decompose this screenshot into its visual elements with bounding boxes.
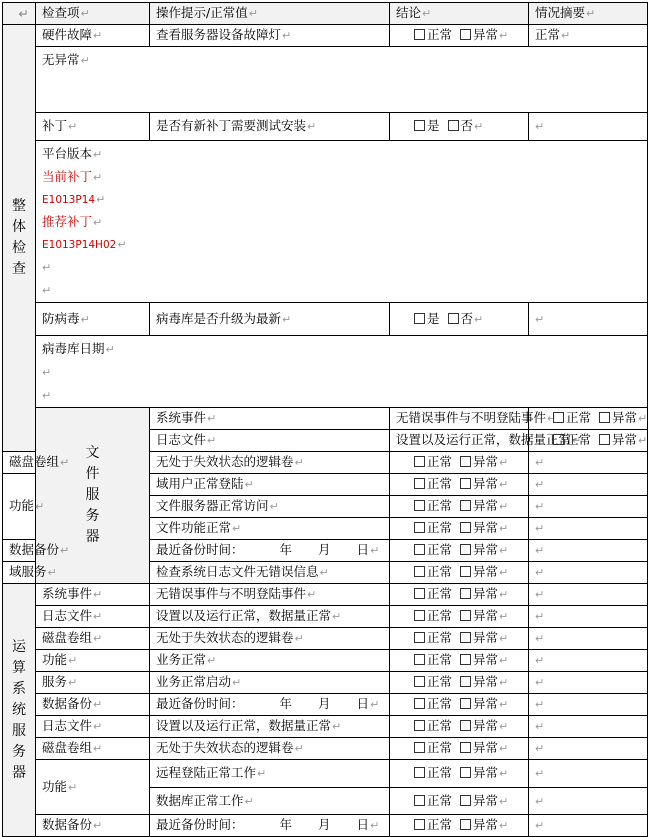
hint-cell: 设置以及运行正常，数据量正常 ↵ — [150, 606, 390, 628]
checkbox-abnormal[interactable] — [599, 434, 610, 445]
item-cell: 域服务 ↵ — [3, 562, 36, 584]
col-conclusion: 结论 ↵ — [390, 3, 529, 25]
checkbox-normal[interactable] — [414, 632, 425, 643]
table-row — [3, 694, 648, 716]
summary-cell[interactable] — [529, 518, 648, 540]
table-row — [3, 606, 648, 628]
conclusion-cell: 正常 异常 ↵ — [390, 584, 529, 606]
checkbox-normal[interactable] — [553, 434, 564, 445]
note-row — [3, 336, 648, 408]
hint-cell: 域用户正常登陆 ↵ — [150, 474, 390, 496]
patch-note-cell[interactable] — [36, 141, 648, 303]
item-cell: 磁盘卷组 ↵ — [36, 738, 150, 760]
item-cell: 磁盘卷组 ↵ — [36, 628, 150, 650]
checkbox-abnormal[interactable] — [460, 742, 471, 753]
backup-time-cell[interactable]: 最近备份时间： 年 月 日 ↵ — [150, 540, 390, 562]
summary-cell[interactable] — [529, 628, 648, 650]
checkbox-normal[interactable] — [414, 522, 425, 533]
hint-cell: 远程登陆正常工作 ↵ — [150, 760, 390, 788]
table-row — [3, 672, 648, 694]
checkbox-abnormal[interactable] — [460, 720, 471, 731]
item-cell: 防病毒 ↵ — [36, 303, 150, 336]
checkbox-abnormal[interactable] — [460, 795, 471, 806]
checkbox-abnormal[interactable] — [460, 632, 471, 643]
checkbox-normal[interactable] — [414, 456, 425, 467]
checkbox-normal[interactable] — [553, 412, 564, 423]
checkbox-abnormal[interactable] — [460, 522, 471, 533]
hint-cell: 文件服务器正常访问 ↵ — [150, 496, 390, 518]
item-cell: 功能 ↵ — [36, 760, 150, 815]
table-row — [3, 113, 648, 141]
item-cell: 硬件故障 ↵ — [36, 25, 150, 47]
checkbox-normal[interactable] — [414, 566, 425, 577]
hint-cell: 文件功能正常 ↵ — [150, 518, 390, 540]
conclusion-cell: 正常 异常 ↵ — [390, 650, 529, 672]
hint-cell: 数据库正常工作 ↵ — [150, 788, 390, 815]
current-patch-label: 当前补丁 ↵ — [42, 166, 647, 189]
note-cell[interactable]: 无异常 ↵ — [36, 47, 648, 113]
checkbox-abnormal[interactable] — [460, 456, 471, 467]
checkbox-abnormal[interactable] — [460, 566, 471, 577]
conclusion-cell: 正常 异常 ↵ — [390, 738, 529, 760]
conclusion-cell: 正常 异常 ↵ — [390, 474, 529, 496]
checkbox-abnormal[interactable] — [460, 478, 471, 489]
conclusion-cell: 正常 异常 ↵ — [529, 408, 648, 430]
item-cell: 日志文件 ↵ — [150, 430, 390, 452]
conclusion-cell: 正常 异常 ↵ — [390, 540, 529, 562]
checkbox-no[interactable] — [448, 313, 459, 324]
section-label-file-server: 文件服务器 — [36, 408, 150, 584]
summary-cell[interactable]: 正常 ↵ — [529, 25, 648, 47]
conclusion-cell: 正常 异常 ↵ — [390, 788, 529, 815]
summary-cell[interactable] — [529, 716, 648, 738]
item-cell: 数据备份 ↵ — [36, 694, 150, 716]
checkbox-yes[interactable] — [414, 120, 425, 131]
item-cell: 磁盘卷组 ↵ — [3, 452, 36, 474]
checkbox-yes[interactable] — [414, 313, 425, 324]
item-cell: 日志文件 ↵ — [36, 606, 150, 628]
conclusion-cell: 正常 异常 ↵ — [390, 562, 529, 584]
checkbox-abnormal[interactable] — [460, 698, 471, 709]
hint-cell: 设置以及运行正常，数据量正常 ↵ — [150, 716, 390, 738]
checkbox-abnormal[interactable] — [460, 544, 471, 555]
item-cell: 日志文件 ↵ — [36, 716, 150, 738]
checkbox-normal[interactable] — [414, 819, 425, 830]
hint-cell: 业务正常启动 ↵ — [150, 672, 390, 694]
backup-time-cell[interactable]: 最近备份时间： 年 月 日 ↵ — [150, 815, 390, 837]
checkbox-normal[interactable] — [414, 29, 425, 40]
checkbox-normal[interactable] — [414, 500, 425, 511]
note-row — [3, 47, 648, 113]
col-hint: 操作提示/正常值 ↵ — [150, 3, 390, 25]
table-row — [3, 760, 648, 788]
checkbox-abnormal[interactable] — [460, 500, 471, 511]
conclusion-cell: 正常 异常 ↵ — [390, 694, 529, 716]
header-row — [3, 3, 648, 25]
summary-cell[interactable] — [529, 113, 648, 141]
platform-version-label: 平台版本 ↵ — [42, 143, 647, 166]
table-row — [3, 584, 648, 606]
summary-cell[interactable] — [529, 496, 648, 518]
conclusion-cell: 正常 异常 ↵ — [390, 815, 529, 837]
checkbox-no[interactable] — [448, 120, 459, 131]
checkbox-normal[interactable] — [414, 654, 425, 665]
hint-cell: 是否有新补丁需要测试安装 ↵ — [150, 113, 390, 141]
checkbox-abnormal[interactable] — [460, 610, 471, 621]
conclusion-cell: 是 否 ↵ — [390, 303, 529, 336]
hint-cell: 无处于失效状态的逻辑卷 ↵ — [150, 738, 390, 760]
checkbox-normal[interactable] — [414, 795, 425, 806]
item-cell: 系统事件 ↵ — [150, 408, 390, 430]
checkbox-normal[interactable] — [414, 588, 425, 599]
virus-db-date-label: 病毒库日期 ↵ — [42, 338, 647, 361]
table-row — [3, 408, 648, 430]
checkbox-abnormal[interactable] — [460, 588, 471, 599]
item-cell: 功能 ↵ — [36, 650, 150, 672]
conclusion-cell: 正常 异常 ↵ — [390, 452, 529, 474]
summary-cell[interactable] — [529, 562, 648, 584]
hint-cell: 无错误事件与不明登陆事件 ↵ — [390, 408, 529, 430]
conclusion-cell: 是 否 ↵ — [390, 113, 529, 141]
section-label-overall: 整体检查 — [3, 25, 36, 452]
conclusion-cell: 正常 异常 ↵ — [390, 518, 529, 540]
col-check-item: 检查项 ↵ — [36, 3, 150, 25]
conclusion-cell: 正常 异常 ↵ — [529, 430, 648, 452]
checkbox-abnormal[interactable] — [460, 767, 471, 778]
conclusion-cell: 正常 异常 ↵ — [390, 25, 529, 47]
backup-time-cell[interactable]: 最近备份时间： 年 月 日 ↵ — [150, 694, 390, 716]
summary-cell[interactable] — [529, 303, 648, 336]
summary-cell[interactable] — [529, 738, 648, 760]
hint-cell: 检查系统日志文件无错误信息 ↵ — [150, 562, 390, 584]
item-cell: 功能 ↵ — [3, 474, 36, 540]
inspection-table — [2, 2, 648, 837]
hint-cell: 无错误事件与不明登陆事件 ↵ — [150, 584, 390, 606]
recommended-patch-value: E1013P14H02 ↵ — [42, 234, 647, 256]
checkbox-normal[interactable] — [414, 544, 425, 555]
summary-cell[interactable] — [529, 815, 648, 837]
note-row — [3, 141, 648, 303]
hint-cell: 业务正常 ↵ — [150, 650, 390, 672]
checkbox-normal[interactable] — [414, 478, 425, 489]
summary-cell[interactable] — [529, 788, 648, 815]
item-cell: 服务 ↵ — [36, 672, 150, 694]
summary-cell[interactable] — [529, 672, 648, 694]
col-summary: 情况摘要 ↵ — [529, 3, 648, 25]
hint-cell: 无处于失效状态的逻辑卷 ↵ — [150, 452, 390, 474]
conclusion-cell: 正常 异常 ↵ — [390, 496, 529, 518]
table-row — [3, 815, 648, 837]
checkbox-abnormal[interactable] — [460, 676, 471, 687]
checkbox-normal[interactable] — [414, 767, 425, 778]
checkbox-abnormal[interactable] — [599, 412, 610, 423]
checkbox-abnormal[interactable] — [460, 819, 471, 830]
summary-cell[interactable] — [529, 694, 648, 716]
conclusion-cell: 正常 异常 ↵ — [390, 760, 529, 788]
checkbox-normal[interactable] — [414, 676, 425, 687]
conclusion-cell: 正常 异常 ↵ — [390, 716, 529, 738]
hint-cell: 无处于失效状态的逻辑卷 ↵ — [150, 628, 390, 650]
item-cell: 补丁 ↵ — [36, 113, 150, 141]
item-cell: 数据备份 ↵ — [3, 540, 36, 562]
checkbox-normal[interactable] — [414, 720, 425, 731]
conclusion-cell: 正常 异常 ↵ — [390, 672, 529, 694]
conclusion-cell: 正常 异常 ↵ — [390, 628, 529, 650]
antivirus-note-cell[interactable] — [36, 336, 648, 408]
summary-cell[interactable] — [529, 584, 648, 606]
item-cell: 数据备份 ↵ — [36, 815, 150, 837]
hint-cell: 查看服务器设备故障灯 ↵ — [150, 25, 390, 47]
item-cell: 系统事件 ↵ — [36, 584, 150, 606]
hint-cell: 设置以及运行正常，数据量正常 ↵ — [390, 430, 529, 452]
table-row — [3, 628, 648, 650]
section-label-app-server: 运算系统服务器 — [3, 584, 36, 837]
table-row — [3, 303, 648, 336]
checkbox-normal[interactable] — [414, 698, 425, 709]
summary-cell[interactable] — [529, 452, 648, 474]
checkbox-normal[interactable] — [414, 742, 425, 753]
recommended-patch-label: 推荐补丁 ↵ — [42, 211, 647, 234]
summary-cell[interactable] — [529, 606, 648, 628]
current-patch-value: E1013P14 ↵ — [42, 189, 647, 211]
summary-cell[interactable] — [529, 650, 648, 672]
corner-cell: ↵ — [3, 3, 36, 25]
table-row — [3, 25, 648, 47]
conclusion-cell: 正常 异常 ↵ — [390, 606, 529, 628]
checkbox-abnormal[interactable] — [460, 654, 471, 665]
summary-cell[interactable] — [529, 760, 648, 788]
table-row — [3, 716, 648, 738]
checkbox-normal[interactable] — [414, 610, 425, 621]
summary-cell[interactable] — [529, 474, 648, 496]
summary-cell[interactable] — [529, 540, 648, 562]
hint-cell: 病毒库是否升级为最新 ↵ — [150, 303, 390, 336]
checkbox-abnormal[interactable] — [460, 29, 471, 40]
table-row — [3, 738, 648, 760]
table-row — [3, 650, 648, 672]
